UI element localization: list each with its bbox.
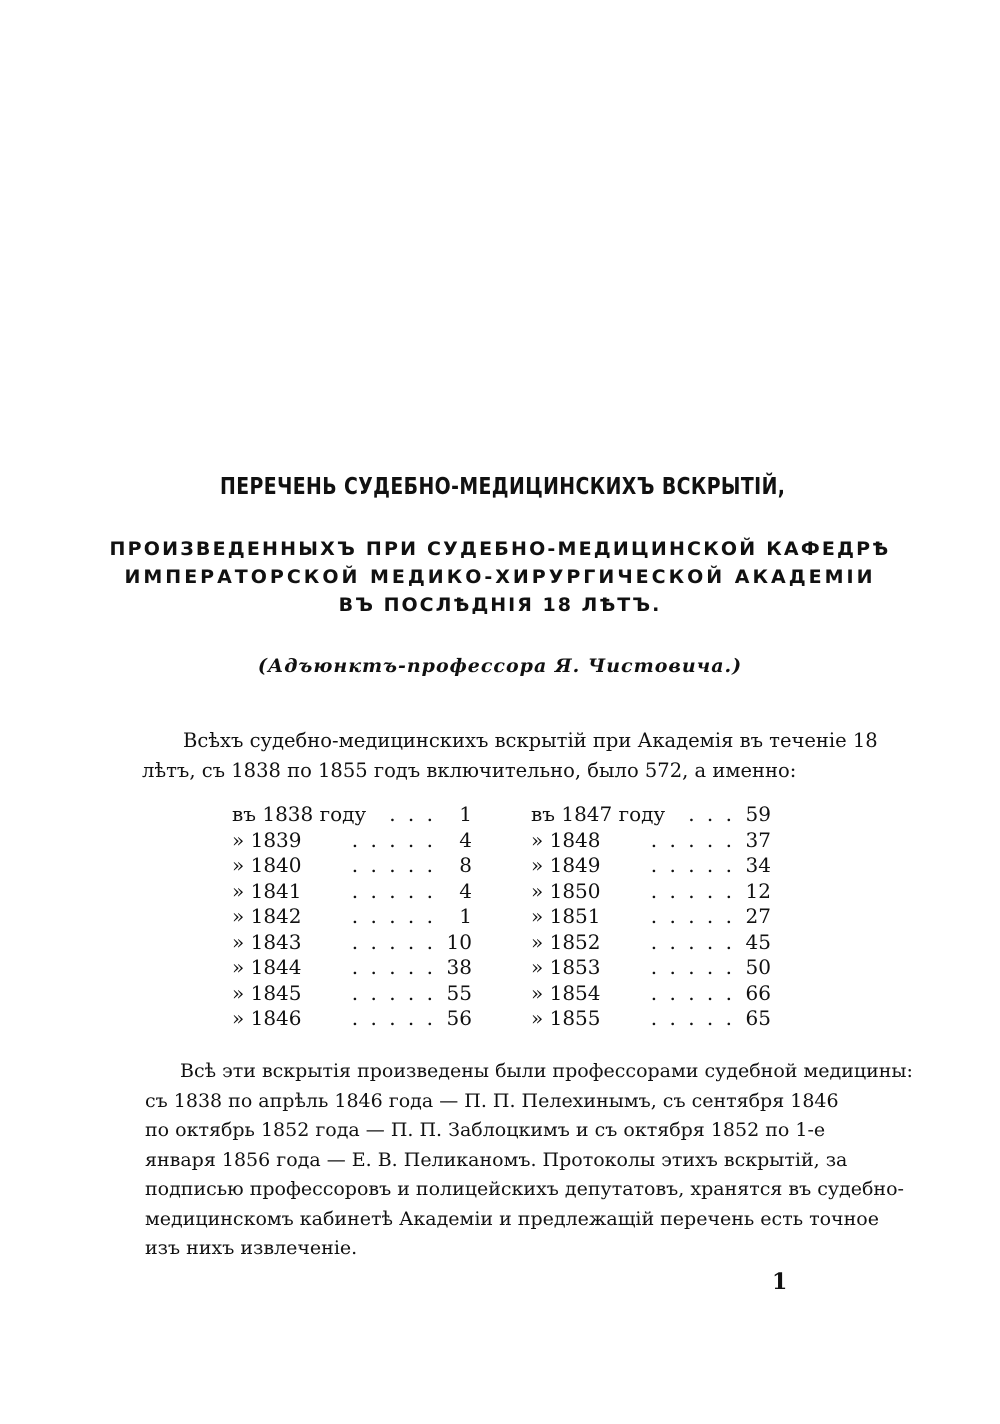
closing-line-4: января 1856 года — Е. В. Пеликаномъ. Протоколы этихъ вскрытій, за (145, 1148, 848, 1171)
closing-line-6: медицинскомъ кабинетѣ Академіи и предлежащій перечень есть точное (145, 1207, 879, 1230)
year-label: » 1854 (531, 980, 601, 1005)
table-row (232, 802, 472, 828)
page-title: ПЕРЕЧЕНЬ СУДЕБНО-МЕДИЦИНСКИХЪ ВСКРЫТІЙ, (220, 474, 786, 500)
year-label: » 1855 (531, 1006, 601, 1030)
leader-dots: . . . . . (650, 1006, 735, 1030)
leader-dots: . . . . . (351, 980, 436, 1005)
year-label: » 1839 (232, 827, 302, 852)
count-value: 1 (459, 904, 472, 928)
year-label: » 1846 (232, 1006, 302, 1030)
year-label: » 1845 (232, 980, 302, 1005)
intro-line-2: лѣтъ, съ 1838 по 1855 годъ включительно, было 572, а именно: (142, 759, 797, 782)
leader-dots: . . . . . (351, 904, 436, 928)
closing-paragraph (145, 1057, 913, 1264)
closing-line-7: изъ нихъ извлеченіе. (145, 1237, 358, 1259)
intro-line-1: Всѣхъ судебно-медицинскихъ вскрытій при Академія въ теченіе 18 (183, 729, 878, 752)
count-value: 4 (459, 878, 472, 903)
table-row (232, 955, 472, 981)
leader-dots: . . . (688, 802, 735, 826)
leader-dots: . . . . . (351, 827, 436, 852)
count-value: 27 (745, 904, 771, 928)
table-row (232, 981, 472, 1007)
count-value: 1 (459, 802, 472, 826)
count-value: 37 (745, 827, 771, 852)
table-row (531, 879, 771, 905)
year-label: » 1849 (531, 853, 601, 877)
closing-line-3: по октябрь 1852 года — П. П. Заблоцкимъ и съ октября 1852 по 1-е (145, 1119, 826, 1141)
autopsy-table-right (531, 802, 771, 1032)
leader-dots: . . . . . (351, 1006, 436, 1030)
count-value: 38 (446, 955, 472, 979)
subtitle-line-3: ВЪ ПОСЛѢДНІЯ 18 ЛѢТЪ. (338, 594, 662, 616)
author-line: (Адъюнктъ-профессора Я. Чистовича.) (257, 655, 743, 677)
table-row (531, 904, 771, 930)
count-value: 55 (446, 980, 472, 1005)
year-label: въ 1847 году (531, 802, 666, 826)
count-value: 59 (745, 802, 771, 826)
leader-dots: . . . . . (650, 853, 735, 877)
table-row (232, 1006, 472, 1032)
count-value: 4 (459, 827, 472, 852)
count-value: 45 (745, 929, 771, 954)
table-row (531, 802, 771, 828)
subtitle-line-2: ИМПЕРАТОРСКОЙ МЕДИКО-ХИРУРГИЧЕСКОЙ АКАДЕМІИ (124, 566, 876, 588)
year-label: » 1852 (531, 929, 601, 954)
leader-dots: . . . . . (650, 955, 735, 979)
count-value: 50 (745, 955, 771, 979)
count-value: 34 (745, 853, 771, 877)
year-label: » 1841 (232, 878, 302, 903)
year-label: » 1853 (531, 955, 601, 979)
year-label: въ 1838 году (232, 802, 367, 826)
count-value: 65 (745, 1006, 771, 1030)
count-value: 56 (446, 1006, 472, 1030)
closing-line-1: Всѣ эти вскрытія произведены были профессорами судебной медицины: (180, 1060, 913, 1082)
table-row (531, 930, 771, 956)
count-value: 10 (446, 929, 472, 954)
year-label: » 1844 (232, 955, 302, 979)
closing-line-2: съ 1838 по апрѣль 1846 года — П. П. Пелехинымъ, съ сентября 1846 (145, 1089, 839, 1112)
count-value: 8 (459, 853, 472, 877)
year-label: » 1848 (531, 827, 601, 852)
count-value: 66 (745, 980, 771, 1005)
table-row (232, 930, 472, 956)
count-value: 12 (745, 878, 771, 903)
leader-dots: . . . . . (650, 904, 735, 928)
year-label: » 1840 (232, 853, 302, 877)
closing-line-5: подписью профессоровъ и полицейскихъ депутатовъ, хранятся въ судебно- (145, 1178, 904, 1200)
leader-dots: . . . . . (650, 929, 735, 954)
table-row (531, 1006, 771, 1032)
leader-dots: . . . . . (650, 980, 735, 1005)
table-row (232, 853, 472, 879)
leader-dots: . . . . . (650, 827, 735, 852)
table-row (531, 853, 771, 879)
leader-dots: . . . . . (351, 929, 436, 954)
leader-dots: . . . (389, 802, 436, 826)
page-number: 1 (772, 1269, 788, 1295)
leader-dots: . . . . . (351, 853, 436, 877)
leader-dots: . . . . . (351, 955, 436, 979)
table-row (232, 879, 472, 905)
subtitle-line-1: ПРОИЗВЕДЕННЫХЪ ПРИ СУДЕБНО-МЕДИЦИНСКОЙ КАФЕДРѢ (109, 538, 891, 560)
table-row (531, 981, 771, 1007)
leader-dots: . . . . . (351, 878, 436, 903)
table-row (232, 828, 472, 854)
year-label: » 1842 (232, 904, 302, 928)
table-row (232, 904, 472, 930)
leader-dots: . . . . . (650, 878, 735, 903)
year-label: » 1843 (232, 929, 302, 954)
table-row (531, 955, 771, 981)
table-row (531, 828, 771, 854)
year-label: » 1851 (531, 904, 601, 928)
autopsy-table-left (232, 802, 472, 1032)
year-label: » 1850 (531, 878, 601, 903)
